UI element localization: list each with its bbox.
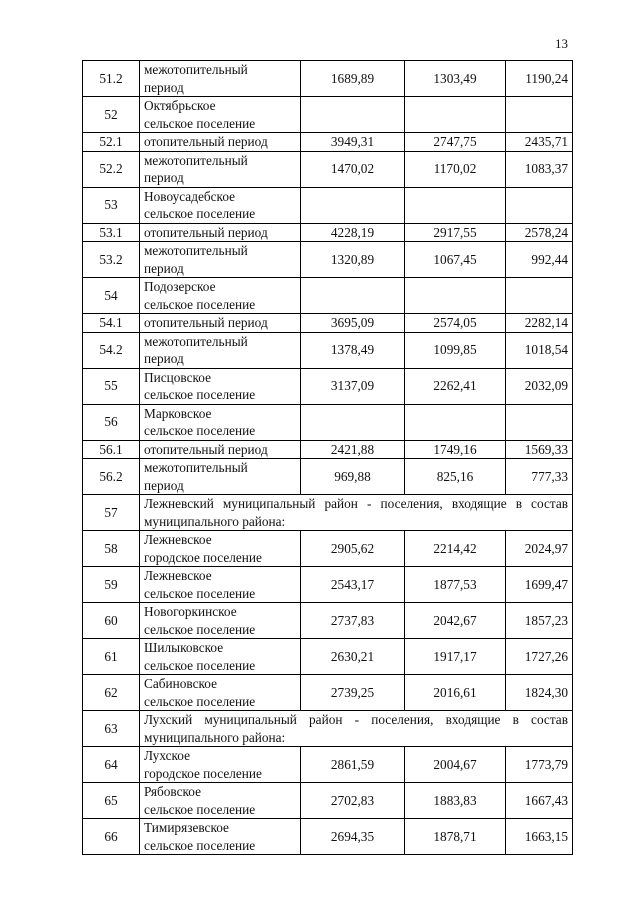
table-row (83, 368, 573, 404)
row-name: Писцовское сельское поселение (144, 369, 256, 402)
value-1-cell (301, 187, 405, 223)
value-2-cell: 2004,67 (405, 747, 506, 783)
row-name-cell (140, 639, 301, 675)
value-2-cell: 1303,49 (405, 61, 506, 97)
value-2-cell (405, 404, 506, 440)
row-number: 65 (83, 783, 140, 819)
table-row (83, 603, 573, 639)
row-number: 54.1 (83, 314, 140, 333)
value-2-cell: 1877,53 (405, 567, 506, 603)
row-name-cell (140, 332, 301, 368)
row-name: отопительный период (144, 315, 268, 330)
value-1-cell: 2702,83 (301, 783, 405, 819)
table-row (83, 278, 573, 314)
row-number: 52.1 (83, 133, 140, 152)
row-name: Новогоркинское сельское поселение (144, 604, 256, 637)
table-row (83, 332, 573, 368)
table-row (83, 61, 573, 97)
table-row (83, 711, 573, 747)
row-name: межотопительный период (144, 243, 248, 276)
row-number: 57 (83, 495, 140, 531)
table-row (83, 567, 573, 603)
row-name-cell (140, 97, 301, 133)
value-1-cell (301, 278, 405, 314)
table-row (83, 495, 573, 531)
row-name-cell (140, 783, 301, 819)
value-3-cell (506, 97, 573, 133)
value-1-cell: 2905,62 (301, 531, 405, 567)
table-row (83, 223, 573, 242)
table-row (83, 404, 573, 440)
table-row (83, 747, 573, 783)
value-2-cell: 2917,55 (405, 223, 506, 242)
row-name: Рябовское сельское поселение (144, 784, 256, 817)
value-3-cell: 2282,14 (506, 314, 573, 333)
value-1-cell: 2543,17 (301, 567, 405, 603)
row-number: 61 (83, 639, 140, 675)
row-name: межотопительный период (144, 62, 248, 95)
row-name: отопительный период (144, 441, 268, 457)
row-number: 63 (83, 711, 140, 747)
row-name-cell (140, 747, 301, 783)
row-name: межотопительный период (144, 460, 248, 493)
table-row (83, 187, 573, 223)
value-1-cell: 2421,88 (301, 440, 405, 459)
value-2-cell: 2262,41 (405, 368, 506, 404)
row-number: 53.2 (83, 242, 140, 278)
row-name-cell (140, 278, 301, 314)
row-name-cell (140, 819, 301, 855)
value-1-cell: 2861,59 (301, 747, 405, 783)
value-3-cell: 1824,30 (506, 675, 573, 711)
value-3-cell: 1773,79 (506, 747, 573, 783)
district-heading: Лухский муниципальный район - поселения, входящие в состав муниципального района: (140, 711, 573, 747)
row-name-cell (140, 242, 301, 278)
table-row (83, 97, 573, 133)
value-3-cell: 2435,71 (506, 133, 573, 152)
value-3-cell: 1727,26 (506, 639, 573, 675)
row-name-cell (140, 675, 301, 711)
value-2-cell: 2214,42 (405, 531, 506, 567)
row-number: 62 (83, 675, 140, 711)
value-2-cell (405, 278, 506, 314)
value-1-cell: 3137,09 (301, 368, 405, 404)
row-number: 56.1 (83, 440, 140, 459)
row-number: 64 (83, 747, 140, 783)
value-3-cell: 2032,09 (506, 368, 573, 404)
value-2-cell: 2042,67 (405, 603, 506, 639)
row-name: отопительный период (144, 134, 268, 149)
value-1-cell: 3949,31 (301, 133, 405, 152)
table-row (83, 459, 573, 495)
row-name-cell (140, 440, 301, 459)
value-3-cell (506, 278, 573, 314)
row-name: Тимирязевское сельское поселение (144, 820, 256, 853)
value-3-cell: 2578,24 (506, 223, 573, 242)
row-name: Сабиновское сельское поселение (144, 676, 256, 709)
row-name: Лежневское сельское поселение (144, 568, 256, 601)
row-name-cell (140, 314, 301, 333)
row-name: межотопительный период (144, 333, 248, 366)
value-3-cell (506, 187, 573, 223)
value-2-cell: 1170,02 (405, 151, 506, 187)
value-3-cell: 1083,37 (506, 151, 573, 187)
table-row (83, 531, 573, 567)
table-row (83, 242, 573, 278)
value-2-cell: 1749,16 (405, 440, 506, 459)
value-1-cell: 1470,02 (301, 151, 405, 187)
table-row (83, 819, 573, 855)
row-name-cell (140, 531, 301, 567)
table-row (83, 151, 573, 187)
row-name: межотопительный период (144, 152, 248, 185)
value-2-cell: 2747,75 (405, 133, 506, 152)
value-2-cell: 1067,45 (405, 242, 506, 278)
value-3-cell: 2024,97 (506, 531, 573, 567)
row-name-cell (140, 187, 301, 223)
table-row (83, 675, 573, 711)
row-name-cell (140, 368, 301, 404)
row-name-cell (140, 404, 301, 440)
row-name: Марковское сельское поселение (144, 405, 256, 438)
page-number: 13 (555, 36, 568, 51)
value-2-cell: 1878,71 (405, 819, 506, 855)
value-2-cell: 1917,17 (405, 639, 506, 675)
value-2-cell: 1099,85 (405, 332, 506, 368)
row-number: 51.2 (83, 61, 140, 97)
value-3-cell: 1857,23 (506, 603, 573, 639)
table-row (83, 133, 573, 152)
value-3-cell: 777,33 (506, 459, 573, 495)
value-1-cell: 3695,09 (301, 314, 405, 333)
row-name-cell (140, 603, 301, 639)
table-row (83, 440, 573, 459)
value-3-cell: 1018,54 (506, 332, 573, 368)
value-2-cell: 2574,05 (405, 314, 506, 333)
district-heading: Лежневский муниципальный район - поселения, входящие в состав муниципального района: (140, 495, 573, 531)
tariff-table (82, 60, 573, 855)
value-2-cell: 825,16 (405, 459, 506, 495)
value-3-cell: 1569,33 (506, 440, 573, 459)
value-1-cell: 2630,21 (301, 639, 405, 675)
value-2-cell (405, 187, 506, 223)
value-2-cell: 1883,83 (405, 783, 506, 819)
row-number: 60 (83, 603, 140, 639)
value-2-cell (405, 97, 506, 133)
row-number: 52 (83, 97, 140, 133)
value-3-cell: 992,44 (506, 242, 573, 278)
row-name: Лухское городское поселение (144, 748, 262, 781)
row-number: 59 (83, 567, 140, 603)
row-name: Подозерское сельское поселение (144, 279, 256, 312)
value-1-cell: 969,88 (301, 459, 405, 495)
value-1-cell: 2737,83 (301, 603, 405, 639)
value-1-cell (301, 404, 405, 440)
row-number: 56.2 (83, 459, 140, 495)
row-number: 66 (83, 819, 140, 855)
value-1-cell: 2739,25 (301, 675, 405, 711)
row-number: 52.2 (83, 151, 140, 187)
row-number: 58 (83, 531, 140, 567)
value-2-cell: 2016,61 (405, 675, 506, 711)
value-3-cell: 1699,47 (506, 567, 573, 603)
value-1-cell: 4228,19 (301, 223, 405, 242)
row-number: 56 (83, 404, 140, 440)
value-3-cell: 1190,24 (506, 61, 573, 97)
row-name-cell (140, 133, 301, 152)
row-name-cell (140, 567, 301, 603)
value-3-cell: 1667,43 (506, 783, 573, 819)
row-number: 53 (83, 187, 140, 223)
row-number: 54 (83, 278, 140, 314)
table-row (83, 783, 573, 819)
row-name-cell (140, 151, 301, 187)
row-number: 55 (83, 368, 140, 404)
row-name: Шилыковское сельское поселение (144, 640, 256, 673)
row-name-cell (140, 459, 301, 495)
row-number: 53.1 (83, 223, 140, 242)
value-1-cell: 1378,49 (301, 332, 405, 368)
row-name-cell (140, 61, 301, 97)
value-1-cell (301, 97, 405, 133)
value-1-cell: 2694,35 (301, 819, 405, 855)
value-3-cell (506, 404, 573, 440)
value-3-cell: 1663,15 (506, 819, 573, 855)
table-row (83, 314, 573, 333)
row-name: отопительный период (144, 224, 268, 240)
value-1-cell: 1320,89 (301, 242, 405, 278)
value-1-cell: 1689,89 (301, 61, 405, 97)
row-name: Новоусадебское сельское поселение (144, 188, 256, 221)
row-name-cell (140, 223, 301, 242)
row-name: Октябрьское сельское поселение (144, 98, 256, 131)
table-row (83, 639, 573, 675)
row-number: 54.2 (83, 332, 140, 368)
row-name: Лежневское городское поселение (144, 532, 262, 565)
table-body (83, 61, 573, 855)
